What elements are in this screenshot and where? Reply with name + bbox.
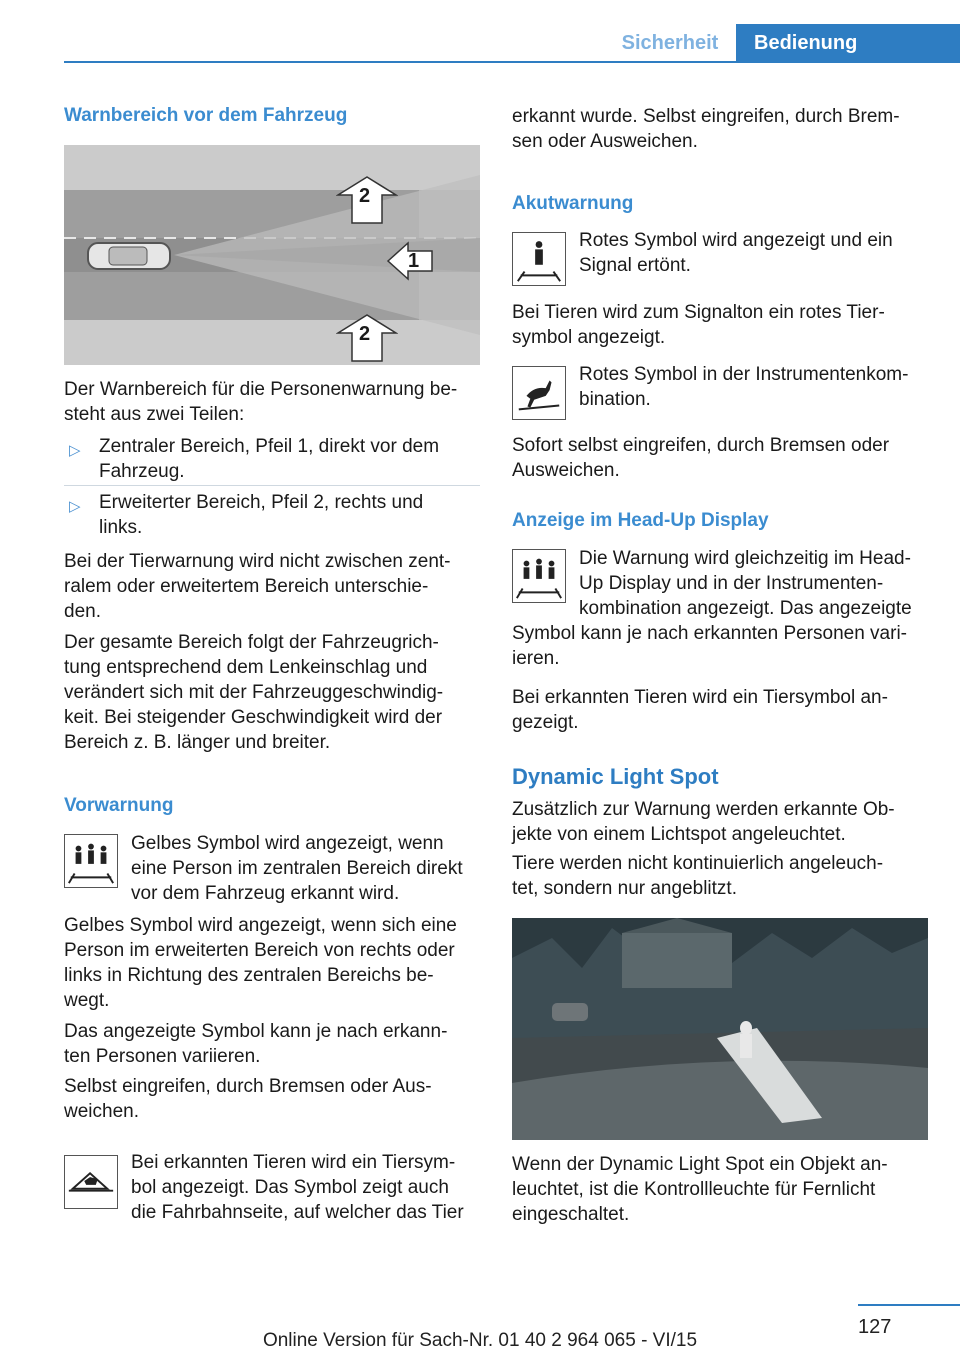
deer-red-icon: [512, 366, 566, 420]
arrow-2-top: [336, 175, 398, 225]
para-dls2: Tiere werden nicht kontinuierlich angeleuch- tet, sondern nur angeblitzt.: [512, 853, 884, 899]
para-sofort: Sofort selbst eingreifen, durch Bremsen oder Ausweichen.: [512, 435, 890, 481]
icon-text-tiersymbol: Bei erkannten Tieren wird ein Tiersym- bol angezeigt. Das Symbol zeigt auch die Fahrbahnseite, auf welcher das Tier: [131, 1152, 464, 1223]
arrow-label-2-top: 2: [359, 185, 371, 207]
para-gesamt: Der gesamte Bereich folgt der Fahrzeugrich- tung entsprechend dem Lenkeinschlag und verändert sich mit der Fahrzeuggeschwindig- keit. Bei steigender Geschwindigkeit wird der Bereich z. B. länger und breiter.: [64, 632, 444, 753]
bullet-text-1: Zentraler Bereich, Pfeil 1, direkt vor dem Fahrzeug.: [99, 436, 440, 482]
para-gelb: Gelbes Symbol wird angezeigt, wenn sich eine Person im erweiterten Bereich von rechts oder links in Richtung des zentralen Bereichs be- wegt.: [64, 915, 457, 1011]
arrow-label-1: 1: [408, 250, 420, 272]
person-red-icon: [512, 232, 566, 286]
para-dls3: Wenn der Dynamic Light Spot ein Objekt an- leuchtet, ist die Kontrollleuchte für Fernlicht eingeschaltet.: [512, 1154, 888, 1225]
persons-yellow-icon: [64, 834, 118, 888]
tab-sicherheit[interactable]: Sicherheit: [621, 32, 719, 54]
bullet-icon-1: ▷: [69, 442, 81, 459]
bullet-text-2: Erweiterter Bereich, Pfeil 2, rechts und links.: [99, 492, 424, 538]
heading-akutwarnung: Akutwarnung: [512, 193, 634, 214]
warnbereich-diagram: [64, 145, 480, 365]
para-selbst: Selbst eingreifen, durch Bremsen oder Aus- weichen.: [64, 1076, 432, 1122]
para-dls1: Zusätzlich zur Warnung werden erkannte Ob- jekte von einem Lichtspot angeleuchtet.: [512, 799, 895, 845]
para-continued: erkannt wurde. Selbst eingreifen, durch Brem- sen oder Ausweichen.: [512, 106, 900, 152]
arrow-1: [386, 241, 434, 281]
header-rule: [64, 61, 960, 63]
bullet-icon-2: ▷: [69, 498, 81, 515]
tab-bedienung[interactable]: Bedienung: [736, 24, 960, 62]
online-version-footer: Online Version für Sach-Nr. 01 40 2 964 065 - VI/15: [262, 1330, 698, 1351]
para-hud-symbol: Symbol kann je nach erkannten Personen vari- ieren.: [512, 623, 908, 669]
para-tierwarnung: Bei der Tierwarnung wird nicht zwischen zent- ralem oder erweitertem Bereich unterschie- den.: [64, 551, 451, 622]
page-number-rule: [858, 1304, 960, 1306]
persons-hud-icon: [512, 549, 566, 603]
para-tiere: Bei Tieren wird zum Signalton ein rotes Tier- symbol angezeigt.: [512, 302, 885, 348]
heading-hud: Anzeige im Head-Up Display: [512, 510, 769, 531]
arrow-label-2-bottom: 2: [359, 323, 371, 345]
para-hud-tier: Bei erkannten Tieren wird ein Tiersymbol an- gezeigt.: [512, 687, 888, 733]
heading-warnbereich: Warnbereich vor dem Fahrzeug: [64, 105, 348, 126]
animal-road-icon: [64, 1155, 118, 1209]
bullet-divider: [64, 485, 480, 486]
page-number: 127: [858, 1316, 892, 1338]
arrow-2-bottom: [336, 313, 398, 363]
para-symbol: Das angezeigte Symbol kann je nach erkann- ten Personen variieren.: [64, 1021, 448, 1067]
intro-text: Der Warnbereich für die Personenwarnung be- steht aus zwei Teilen:: [64, 379, 458, 425]
icon-text-akut: Rotes Symbol wird angezeigt und ein Signal ertönt.: [579, 230, 893, 276]
icon-text-hud: Die Warnung wird gleichzeitig im Head- Up Display und in der Instrumenten- kombination angezeigt. Das angezeigte: [579, 548, 912, 619]
heading-dynamic-light-spot: Dynamic Light Spot: [512, 764, 719, 789]
icon-text-vorwarnung: Gelbes Symbol wird angezeigt, wenn eine Person im zentralen Bereich direkt vor dem Fahrzeug erkannt wird.: [131, 833, 463, 904]
night-road-photo: [512, 918, 928, 1140]
heading-vorwarnung: Vorwarnung: [64, 795, 174, 816]
icon-text-instrument: Rotes Symbol in der Instrumentenkom- bination.: [579, 364, 909, 410]
